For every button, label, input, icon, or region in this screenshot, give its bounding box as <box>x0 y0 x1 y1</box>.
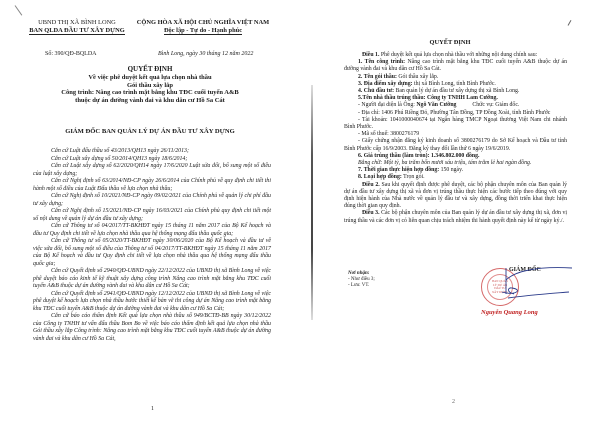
article-2: Điều 2. Sau khi quyết định được phê duyệt, các bộ phận chuyên môn của Ban quản lý dự án đầu tư xây dựng thị xã và đơn vị trúng thầu thực hiện các bước tiếp theo đúng với quy định hiện hành của Nhà nước về quản lý đầu tư và xây dựng, đồng thời triển khai thực hiện đúng thời gian quy định. <box>344 181 567 210</box>
legal-basis-item: Căn cứ Quyết định số 2941/QĐ-UBND ngày 12/12/2022 của UBND thị xã Bình Long về việc phê duyệt kế hoạch lựa chọn nhà thầu bước thiết kế bản vẽ thi công dự án Nâng cao trình mặt bằng khu TĐC cuối tuyến A&B thuộc dự án đường vành đai và khu dân cư Hồ Sa Cát; <box>33 290 271 312</box>
authority-heading: GIÁM ĐỐC BAN QUẢN LÝ DỰ ÁN ĐẦU TƯ XÂY DỰNG <box>65 128 235 135</box>
recipient-item: - Như điều 3; <box>348 277 375 282</box>
legal-basis-item: Căn cứ Quyết định số 2940/QĐ-UBND ngày 22/12/2022 của UBND thị xã Bình Long về việc phê duyệt báo cáo kinh tế kỹ thuật xây dựng công trình Nâng cao trình mặt bằng khu TĐC cuối tuyến A&B thuộc dự án đường vành đai và khu dân cư Hồ Sa Cát; <box>33 268 271 289</box>
page-number: 1 <box>151 406 154 412</box>
recipient-item: - Lưu: VT. <box>348 283 370 288</box>
item-investor: 4. Chủ đầu tư: Ban quản lý dự án đầu tư xây dựng thị xã Bình Long. <box>358 88 520 95</box>
decision-body <box>344 52 567 225</box>
legal-basis-item: Căn cứ Nghị định số 15/2021/NĐ-CP ngày 16/03/2021 của Chính phủ quy định chi tiết một số nội dung về quản lý dự án đầu tư xây dựng; <box>33 208 271 222</box>
item-project-name: 1. Tên công trình: Nâng cao trình mặt bằng khu TĐC cuối tuyến A&B thuộc dự án đường vành đai và khu dân cư Hồ Sa Cát. <box>344 59 568 73</box>
legal-basis-item: Căn cứ Luật xây dựng số 50/2014/QH13 ngày 18/6/2014; <box>51 155 188 162</box>
contractor-tax-code: - Mã số thuế: 3800276179 <box>358 131 420 138</box>
issuer-header <box>22 19 132 35</box>
org-parent: UBND THỊ XÃ BÌNH LONG <box>38 19 116 26</box>
article-1: Điều 1. Phê duyệt kết quả lựa chọn nhà thầu với những nội dung chính sau: <box>362 52 538 58</box>
contractor-address: - Địa chỉ: 1406 Phú Riềng Đỏ, Phường Tân Đồng, TP Đồng Xoài, tỉnh Bình Phước <box>358 109 551 116</box>
article-3: Điều 3. Các bộ phận chuyên môn của Ban quản lý dự án đầu tư xây dựng thị xã, đơn vị trúng thầu và các đơn vị có liên quan chịu trách nhiệm thi hành quyết định này kể từ ngày ký./. <box>344 210 567 224</box>
decision-subject: Công trình: Nâng cao trình mặt bằng khu TĐC cuối tuyến A&B <box>61 89 239 97</box>
contractor-account: - Tài khoản: 1041000040674 tại Ngân hàng TMCP Ngoại thương Việt Nam chi nhánh Bình Phước. <box>344 116 567 131</box>
item-winning-contractor: 5.Tên nhà thầu trúng thầu: Công ty TNHH Lam Cường. <box>358 95 498 102</box>
item-winning-price: 6. Giá trúng thầu (làm tròn): 1.346.802.000 đồng. <box>358 152 480 159</box>
stamp-text: BAN QUẢN LÝ DỰ ÁN ĐẦU TƯ XÂY DỰNG <box>492 279 508 294</box>
doc-number: Số: 390/QĐ-BQLDA <box>45 51 97 57</box>
nation-title: CỘNG HÒA XÃ HỘI CHỦ NGHĨA VIỆT NAM <box>136 19 270 26</box>
item-contract-duration: 7. Thời gian thực hiện hợp đồng: 150 ngày. <box>358 167 464 174</box>
handwritten-signature-icon <box>484 262 574 302</box>
national-header <box>128 19 278 35</box>
signer-name: Nguyễn Quang Long <box>481 309 538 316</box>
org-name: BAN QLDA ĐẦU TƯ XÂY DỰNG <box>29 27 125 34</box>
contractor-license: - Giấy chứng nhận đăng ký kinh doanh số 3800276179 do Sở Kế hoạch và Đầu tư tỉnh Bình Phước cấp 16/9/2003. Đăng ký thay đổi lần thứ 6 ngày 19/6/2019. <box>344 138 567 152</box>
decision-heading: QUYẾT ĐỊNH <box>127 65 173 73</box>
decision-subject: thuộc dự án đường vành đai và khu dân cư Hồ Sa Cát <box>75 97 225 105</box>
decision-subject: Gói thầu xây lắp <box>126 81 174 89</box>
decision-subject: Về việc phê duyệt kết quả lựa chọn nhà thầu <box>88 73 212 81</box>
item-contract-type: 8. Loại hợp đồng: Trọn gói. <box>358 174 425 181</box>
page-fold-divider <box>311 85 313 320</box>
legal-basis-item: Căn cứ Thông tư số 04/2017/TT-BKHĐT ngày 15 tháng 11 năm 2017 của Bộ Kế hoạch và đầu tư Quy định chi tiết về lựa chọn nhà thầu qua hệ thống mạng đấu thầu quốc gia; <box>33 223 271 237</box>
decision-heading: QUYẾT ĐỊNH <box>429 39 471 46</box>
decision-title <box>20 66 280 105</box>
item-location: 3. Địa điểm xây dựng: thị xã Bình Long, tỉnh Bình Phước. <box>358 80 496 87</box>
legal-basis-item: Căn cứ báo cáo thẩm định Kết quả lựa chọn nhà thầu số 949/BCTĐ-BB ngày 30/12/2022 của Công ty TNHH tư vấn đấu thầu Bom Bo về việc báo cáo thẩm định kết quả lựa chọn nhà thầu Gói thầu xây lắp Công trình: Nâng cao trình mặt bằng khu TĐC cuối tuyến A&B thuộc dự án đường vành đai và khu dân cư Hồ Sa Cát, <box>33 313 271 342</box>
legal-basis-item: Căn cứ Thông tư số 05/2020/TT-BKHĐT ngày 30/06/2020 của Bộ Kế hoạch và đầu tư về việc sửa đổi, bổ sung một số điều của Thông tư số 04/2017/TT-BKHĐT ngày 15 tháng 11 năm 2017 của Bộ Kế hoạch và đầu tư Quy định chi tiết về lựa chọn nhà thầu qua hệ thống mạng đấu thầu quốc gia; <box>33 238 271 267</box>
item-package-name: 2. Tên gói thầu: Gói thầu xây lắp. <box>358 73 439 80</box>
price-in-words: Bằng chữ: Một tỷ, ba trăm bốn mươi sáu triệu, tám trăm lẻ hai ngàn đồng. <box>358 160 532 167</box>
place-date: Bình Long, ngày 30 tháng 12 năm 2022 <box>158 51 254 57</box>
recipients-block <box>348 271 375 289</box>
contractor-representative: - Người đại diện là Ông: Ngô Văn Cường Chức vụ: Giám đốc. <box>358 102 520 109</box>
legal-basis-item: Căn cứ Nghị định số 10/2021/NĐ-CP ngày 09/02/2021 của Chính phủ về quản lý chi phí đầu tư xây dựng; <box>33 193 271 207</box>
page-number: 2 <box>452 399 455 405</box>
motto: Độc lập - Tự do - Hạnh phúc <box>163 27 243 34</box>
legal-basis-item: Căn cứ Luật xây dựng số 62/2020/QH14 ngày 17/6/2020 Luật sửa đổi, bổ sung một số điều của luật xây dựng; <box>33 163 271 177</box>
signatory-title: GIÁM ĐỐC <box>509 267 541 273</box>
recipients-label: Nơi nhận: <box>348 271 370 276</box>
legal-basis-list <box>33 148 271 343</box>
legal-basis-item: Căn cứ Nghị định số 63/2014/NĐ-CP ngày 26/6/2014 của Chính phủ về quy định chi tiết thi hành một số điều của Luật Đấu thầu về lựa chọn nhà thầu; <box>33 178 271 192</box>
legal-basis-item: Căn cứ Luật đấu thầu số 43/2013/QH13 ngày 26/11/2013; <box>51 148 189 154</box>
